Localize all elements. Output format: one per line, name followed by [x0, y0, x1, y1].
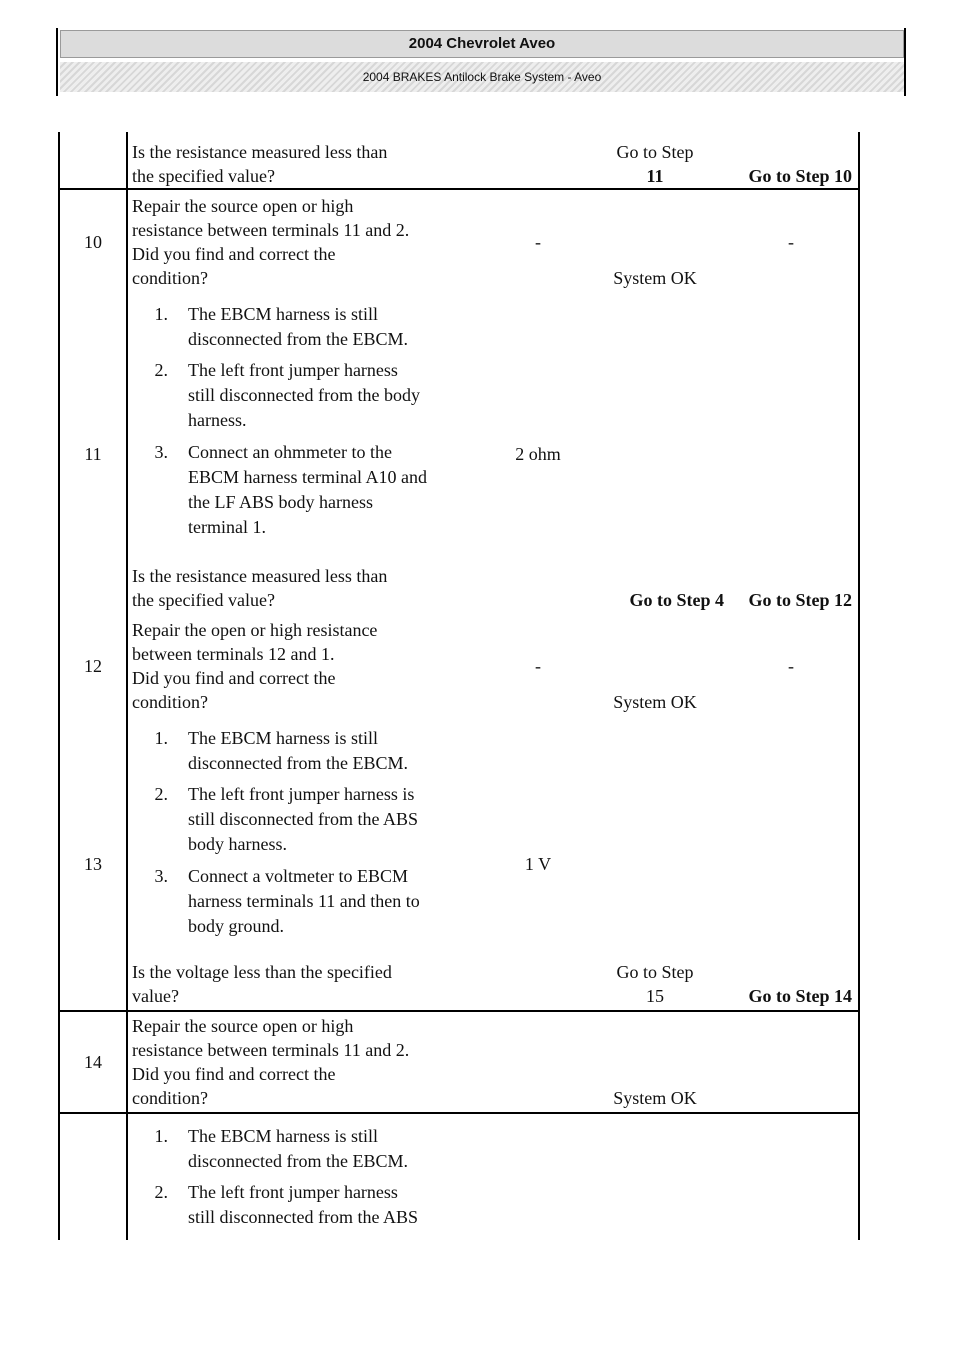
action-text: between terminals 12 and 1.	[132, 644, 335, 664]
no-action: Go to Step 12	[748, 590, 852, 610]
yes-action: Go to Step	[616, 962, 694, 982]
question-text: Is the voltage less than the specified	[132, 962, 392, 982]
action-text: Did you find and correct the	[132, 244, 336, 264]
row-divider	[58, 188, 860, 190]
action-text: Did you find and correct the	[132, 668, 336, 688]
yes-action-step: 15	[646, 986, 664, 1006]
question-text: the specified value?	[132, 590, 275, 610]
no-action: -	[788, 232, 794, 252]
no-action: -	[788, 656, 794, 676]
step-number: 11	[84, 444, 102, 464]
action-text: Is the resistance measured less than	[132, 142, 388, 162]
table-border-right	[858, 132, 860, 1240]
value-cell: 1 V	[524, 854, 552, 874]
diagnostic-table: Is the resistance measured less than the specified value? Go to Step 11 Go to Step 10 10 Repair the source open or high resistance between terminals 11 and 2. Did you find and correct the condition? - System OK - 11 1. The EBCM harness is still disconnected from the EBCM. 2. The left front jumper harness still disconnected from the body harness. 3. Connect an ohmmeter to the EBCM harness terminal A10 and the LF ABS body harness terminal 1. 2 ohm Is the resistance measured less than the specified value? Go to Step 4 Go to Step 12 12 Repair the open or high resistance between terminals 12 and 1. Did you find and correct the condition? - System OK - 13 1. The EBCM harness is still disconnected from the EBCM. 2. The left front jumper harness is still disconnected from the ABS body harness. 3. Connect a voltmeter to EBCM harness terminals 11 and then to body ground. 1 V Is the voltage less than the specified value? Go to Step 15 Go to Step 14 14 Repair the source open or high resistance between terminals 11 and 2. Did you find and correct the condition? System OK 1. The EBCM harness is still disconnected from the EBCM. 2. The left front jumper harness still disconnected from the ABS	[58, 132, 860, 1240]
yes-action: System OK	[613, 268, 697, 288]
value-cell: -	[535, 656, 541, 676]
action-text: condition?	[132, 268, 208, 288]
action-text: condition?	[132, 1088, 208, 1108]
action-text: resistance between terminals 11 and 2.	[132, 220, 410, 240]
step-number: 10	[84, 232, 102, 252]
yes-action: System OK	[613, 1088, 697, 1108]
action-text: Repair the source open or high	[132, 196, 354, 216]
action-text: Repair the open or high resistance	[132, 620, 378, 640]
yes-action-step: 11	[646, 166, 664, 186]
yes-action: Go to Step	[616, 142, 694, 162]
step-number: 12	[84, 656, 102, 676]
row-divider	[58, 1010, 860, 1012]
action-text: the specified value?	[132, 166, 275, 186]
page-header	[56, 28, 908, 96]
question-text: value?	[132, 986, 179, 1006]
action-text: condition?	[132, 692, 208, 712]
row-divider	[58, 1112, 860, 1114]
header-subtitle: 2004 BRAKES Antilock Brake System - Aveo	[60, 62, 904, 92]
no-action: Go to Step 14	[748, 986, 852, 1006]
action-text: Repair the source open or high	[132, 1016, 354, 1036]
yes-action: System OK	[613, 692, 697, 712]
header-title: 2004 Chevrolet Aveo	[60, 30, 904, 58]
no-action: Go to Step 10	[748, 166, 852, 186]
question-text: Is the resistance measured less than	[132, 566, 388, 586]
value-cell: 2 ohm	[515, 444, 561, 464]
yes-action: Go to Step 4	[629, 590, 724, 610]
step-number: 14	[84, 1052, 102, 1072]
value-cell: -	[535, 232, 541, 252]
action-text: Did you find and correct the	[132, 1064, 336, 1084]
step-number: 13	[84, 854, 102, 874]
action-text: resistance between terminals 11 and 2.	[132, 1040, 410, 1060]
